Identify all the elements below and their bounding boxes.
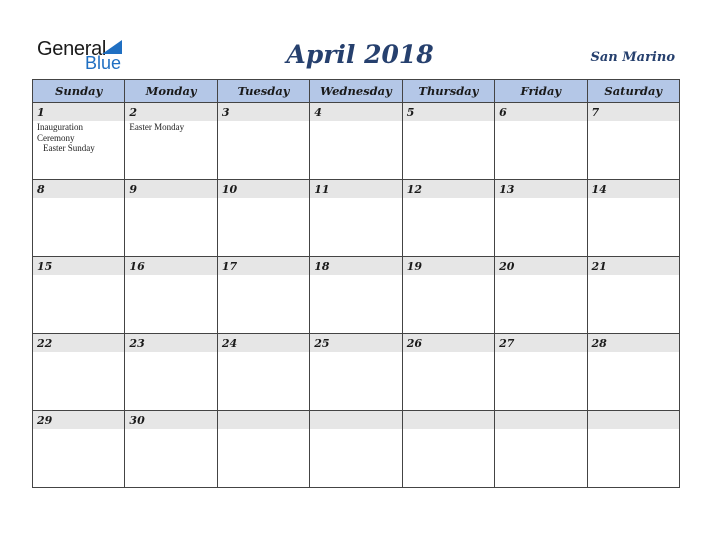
day-events (125, 121, 216, 133)
day-number: 9 (125, 180, 216, 198)
day-number (218, 411, 309, 429)
day-cell (587, 257, 679, 334)
weekday-wednesday: Wednesday (310, 80, 402, 103)
day-cell (587, 411, 679, 488)
day-number: 26 (403, 334, 494, 352)
weekday-monday: Monday (125, 80, 217, 103)
day-number: 7 (588, 103, 679, 121)
day-cell (402, 257, 494, 334)
day-cell (125, 103, 217, 180)
day-cell (33, 180, 125, 257)
day-number: 4 (310, 103, 401, 121)
day-cell (495, 180, 587, 257)
day-number: 23 (125, 334, 216, 352)
day-number: 28 (588, 334, 679, 352)
day-cell (217, 103, 309, 180)
day-events (33, 121, 124, 154)
day-cell (217, 180, 309, 257)
day-cell (495, 411, 587, 488)
day-number: 20 (495, 257, 586, 275)
weekday-thursday: Thursday (402, 80, 494, 103)
weekday-saturday: Saturday (587, 80, 679, 103)
weekday-header-row (33, 80, 680, 103)
day-cell (217, 257, 309, 334)
logo-text-general: General (37, 38, 107, 60)
day-number: 24 (218, 334, 309, 352)
day-cell (33, 411, 125, 488)
country-name: San Marino (590, 50, 675, 65)
day-number: 2 (125, 103, 216, 121)
calendar-body (33, 103, 680, 488)
day-number: 17 (218, 257, 309, 275)
day-number: 5 (403, 103, 494, 121)
day-cell (217, 411, 309, 488)
day-number: 13 (495, 180, 586, 198)
day-cell (310, 180, 402, 257)
day-cell (402, 334, 494, 411)
day-cell (402, 103, 494, 180)
day-number: 21 (588, 257, 679, 275)
day-number (588, 411, 679, 429)
day-cell (587, 103, 679, 180)
day-number (310, 411, 401, 429)
day-number: 27 (495, 334, 586, 352)
day-cell (310, 257, 402, 334)
weekday-sunday: Sunday (33, 80, 125, 103)
day-number: 3 (218, 103, 309, 121)
day-cell (495, 334, 587, 411)
day-cell (587, 334, 679, 411)
event-label: Easter Monday (129, 122, 185, 132)
week-row (33, 180, 680, 257)
event-label: Inauguration Ceremony (37, 122, 83, 143)
day-number: 14 (588, 180, 679, 198)
day-cell (402, 411, 494, 488)
day-number: 1 (33, 103, 124, 121)
day-cell (33, 103, 125, 180)
day-cell (310, 411, 402, 488)
day-number: 25 (310, 334, 401, 352)
generalblue-logo (37, 38, 127, 74)
day-number: 12 (403, 180, 494, 198)
day-number: 30 (125, 411, 216, 429)
day-number: 18 (310, 257, 401, 275)
day-cell (495, 257, 587, 334)
day-number (495, 411, 586, 429)
event-label: Easter Sunday (43, 143, 95, 153)
day-number: 6 (495, 103, 586, 121)
day-cell (125, 334, 217, 411)
day-cell (310, 103, 402, 180)
day-cell (217, 334, 309, 411)
day-cell (495, 103, 587, 180)
day-number: 8 (33, 180, 124, 198)
day-number: 22 (33, 334, 124, 352)
calendar-title: April 2018 (286, 40, 434, 69)
weekday-friday: Friday (495, 80, 587, 103)
day-number: 19 (403, 257, 494, 275)
day-number: 15 (33, 257, 124, 275)
day-cell (125, 257, 217, 334)
weekday-tuesday: Tuesday (217, 80, 309, 103)
day-number: 10 (218, 180, 309, 198)
logo-text-blue: Blue (85, 53, 122, 73)
logo-triangle-icon (102, 40, 122, 54)
week-row (33, 103, 680, 180)
week-row (33, 257, 680, 334)
day-cell (125, 180, 217, 257)
day-number: 29 (33, 411, 124, 429)
calendar-grid (32, 79, 680, 488)
day-number: 11 (310, 180, 401, 198)
day-cell (310, 334, 402, 411)
week-row (33, 411, 680, 488)
week-row (33, 334, 680, 411)
day-number: 16 (125, 257, 216, 275)
day-cell (33, 334, 125, 411)
day-cell (402, 180, 494, 257)
day-cell (33, 257, 125, 334)
day-cell (587, 180, 679, 257)
day-cell (125, 411, 217, 488)
day-number (403, 411, 494, 429)
